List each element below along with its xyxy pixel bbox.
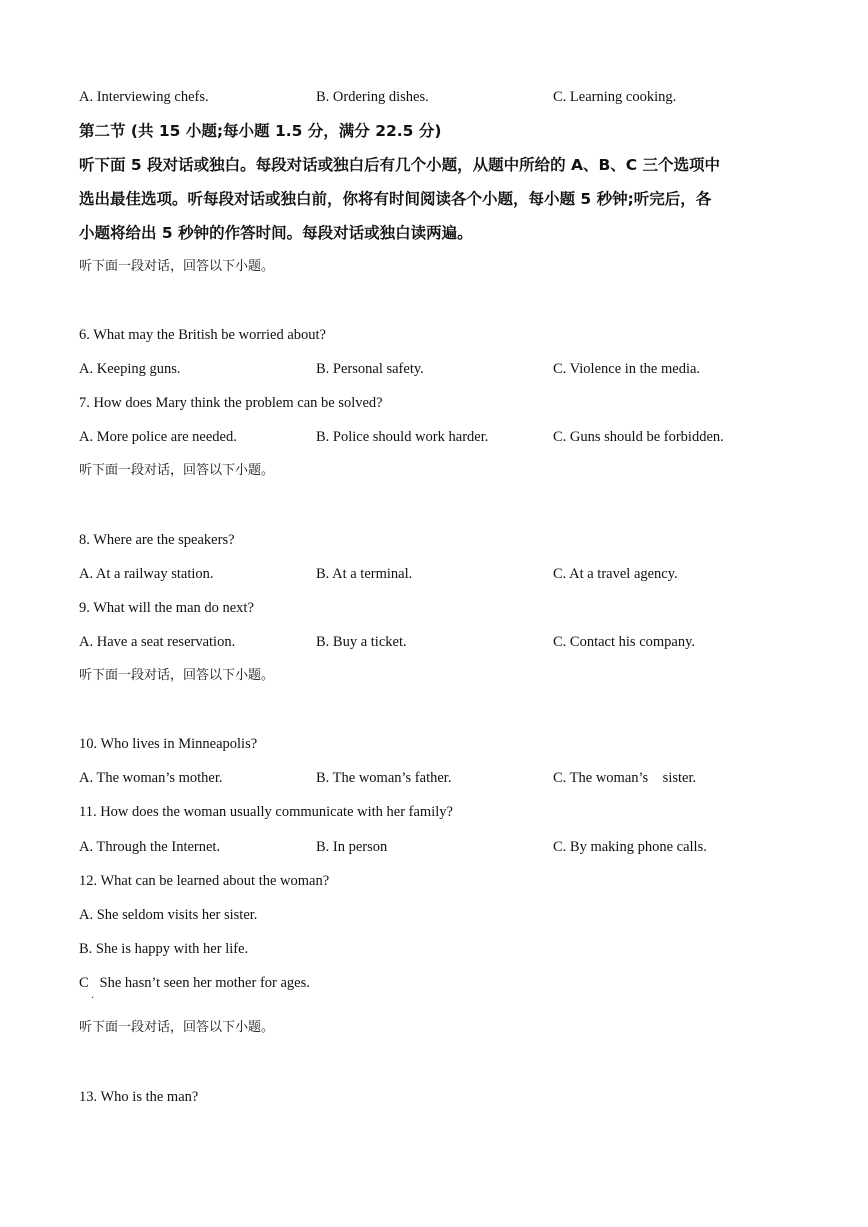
option-c: C. Violence in the media.: [553, 361, 701, 377]
option-a: A. At a railway station.: [79, 566, 214, 582]
option-a: A. Through the Internet.: [79, 839, 221, 855]
option-a: A. The woman’s mother.: [79, 770, 223, 786]
question-8: 8. Where are the speakers?: [79, 532, 235, 548]
dialogue-prompt: 听下面一段对话，回答以下小题。: [79, 259, 275, 274]
option-a: A. Have a seat reservation.: [79, 634, 236, 650]
option-b: B. Personal safety.: [316, 361, 424, 377]
dialogue-prompt: 听下面一段对话，回答以下小题。: [79, 668, 275, 683]
question-6: 6. What may the British be worried about?: [79, 327, 326, 343]
question-7: 7. How does Mary think the problem can be solved?: [79, 395, 383, 411]
question-11-options: [79, 838, 799, 856]
stray-dot-mark: ·: [91, 993, 95, 1004]
option-b: B. Police should work harder.: [316, 429, 489, 445]
dialogue-prompt: 听下面一段对话，回答以下小题。: [79, 1020, 275, 1035]
instruction-line-3: 小题将给出 5 秒钟的作答时间。每段对话或独白读两遍。: [79, 224, 473, 242]
option-b: B. Buy a ticket.: [316, 634, 407, 650]
instruction-line-1: 听下面 5 段对话或独白。每段对话或独白后有几个小题，从题中所给的 A、B、C 三个选项中: [79, 156, 721, 174]
option-a: A. Keeping guns.: [79, 361, 181, 377]
option-b: B. The woman’s father.: [316, 770, 452, 786]
option-c: C. Contact his company.: [553, 634, 696, 650]
option-c: C. At a travel agency.: [553, 566, 678, 582]
question-12-option-a: A. She seldom visits her sister.: [79, 907, 258, 923]
option-c: C. The woman’s sister.: [553, 770, 697, 786]
option-b: B. In person: [316, 839, 388, 855]
question-9: 9. What will the man do next?: [79, 600, 254, 616]
option-b: B. Ordering dishes.: [316, 89, 429, 105]
option-c: C. Guns should be forbidden.: [553, 429, 724, 445]
question-9-options: [79, 633, 799, 651]
question-12: 12. What can be learned about the woman?: [79, 873, 330, 889]
option-a: A. More police are needed.: [79, 429, 237, 445]
question-12-option-b: B. She is happy with her life.: [79, 941, 249, 957]
question-12-option-c: C She hasn’t seen her mother for ages.: [79, 975, 310, 991]
option-a: A. Interviewing chefs.: [79, 89, 209, 105]
option-b: B. At a terminal.: [316, 566, 413, 582]
instruction-line-2: 选出最佳选项。听每段对话或独白前，你将有时间阅读各个小题，每小题 5 秒钟;听完后，各: [79, 190, 712, 208]
option-c: C. Learning cooking.: [553, 89, 677, 105]
question-13: 13. Who is the man?: [79, 1089, 199, 1105]
question-10: 10. Who lives in Minneapolis?: [79, 736, 258, 752]
question-8-options: [79, 565, 799, 583]
question-7-options: [79, 428, 799, 446]
question-11: 11. How does the woman usually communicate with her family?: [79, 804, 453, 820]
question-10-options: [79, 769, 799, 787]
option-c: C. By making phone calls.: [553, 839, 707, 855]
options-row-top: [79, 88, 799, 106]
question-6-options: [79, 360, 799, 378]
section-heading: 第二节 (共 15 小题;每小题 1.5 分，满分 22.5 分): [79, 122, 442, 140]
dialogue-prompt: 听下面一段对话，回答以下小题。: [79, 463, 275, 478]
